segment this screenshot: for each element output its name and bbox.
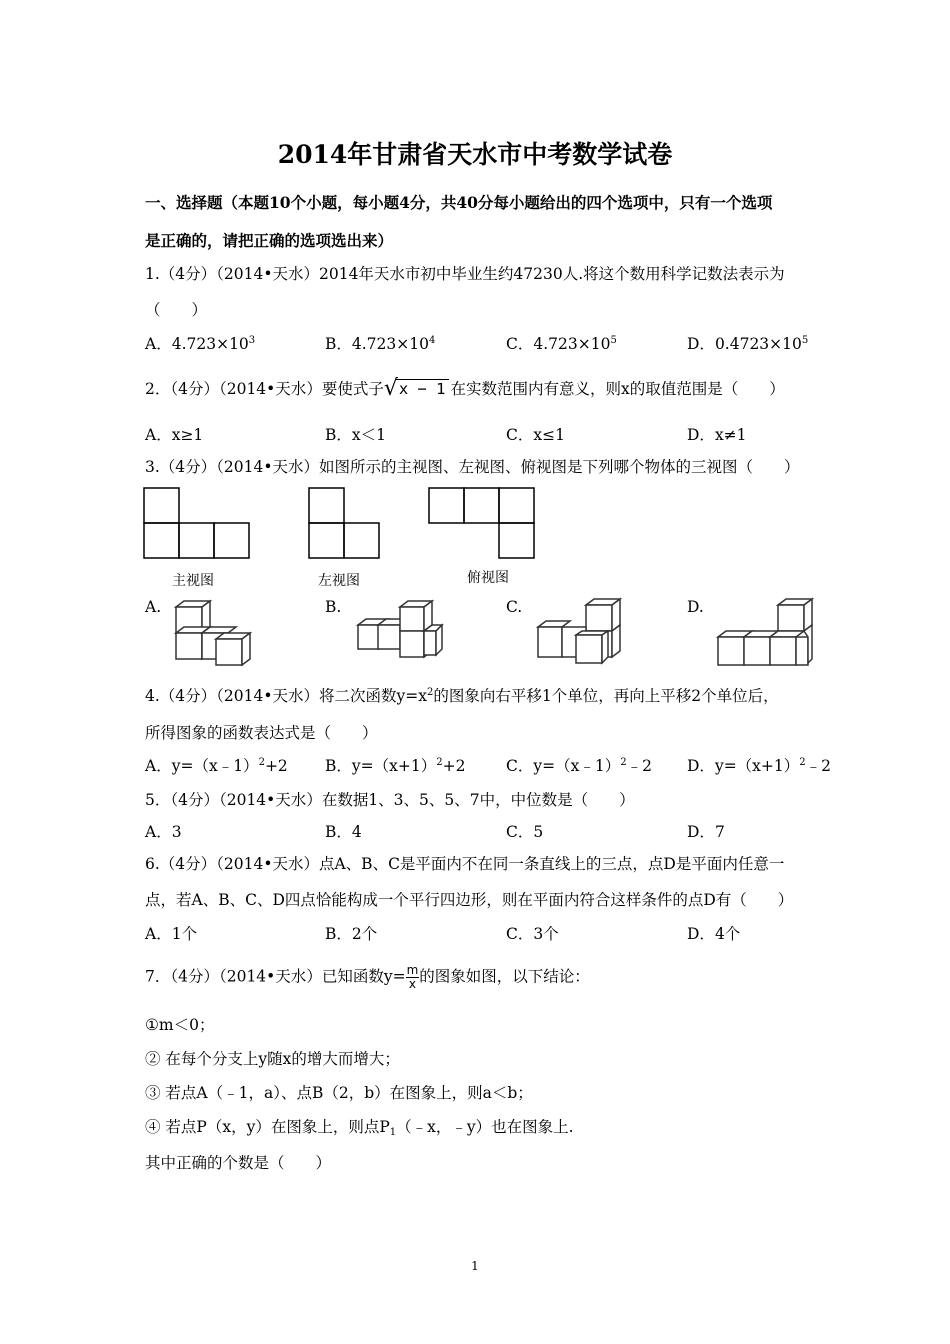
q4-option-c: C．y=（x﹣1）$^2$﹣2 xyxy=(506,757,652,775)
q6-option-c: C．3个 xyxy=(506,925,559,943)
q7-conclusion-4: ④ 若点P（x，y）在图象上，则点$P_1(﹣x$，﹣y）也在图象上. xyxy=(145,1118,574,1138)
q5-text: 5．（4分）（2014•天水）在数据1、3、5、5、7中，中位数是（ ） xyxy=(145,791,635,809)
q7-question: 其中正确的个数是（ ） xyxy=(145,1154,332,1172)
q5-option-a: A．3 xyxy=(145,823,182,841)
q4-option-a: A．y=（x﹣1）$^2$+2 xyxy=(145,757,288,775)
q7-conclusion-1: ①m＜0； xyxy=(145,1016,215,1034)
q1-option-b: B．$4.723\times 10^4$ xyxy=(325,335,436,353)
q3-option-d-solid xyxy=(712,597,822,667)
q4-text-line-2: 所得图象的函数表达式是（ ） xyxy=(145,724,378,742)
top-view-label: 俯视图 xyxy=(467,570,509,586)
q3-text: 3.（4分）（2014•天水）如图所示的主视图、左视图、俯视图是下列哪个物体的三视图（ ） xyxy=(145,458,800,476)
q4-text-line-1: 4.（4分）（2014•天水）将二次函数$y=x^2$的图象向右平移1个单位，再向上平移2个单位后， xyxy=(145,687,779,705)
q6-text-line-2: 点，若A、B、C、D四点恰能构成一个平行四边形，则在平面内符合这样条件的点D有（ ） xyxy=(145,891,794,909)
q1-option-d: D．$0.4723\times 10^5$ xyxy=(687,335,809,353)
top-view xyxy=(429,488,534,558)
q2-text: 2．（4分）（2014•天水）要使式子 √ x − 1 在实数范围内有意义，则x的取值范围是（ ） xyxy=(145,376,785,401)
q4-option-b: B．$y=(x+1)^2+2$ xyxy=(325,757,466,775)
q7-conclusion-2: ② 在每个分支上y随x的增大而增大； xyxy=(145,1050,400,1068)
q2-option-b: B．x＜1 xyxy=(325,426,386,444)
q2-option-c: C．x≤1 xyxy=(506,426,565,444)
q1-option-c: C．$4.723\times 10^5$ xyxy=(506,335,617,353)
page-number: 1 xyxy=(471,1259,479,1273)
section-heading-line-2: 是正确的，请把正确的选项选出来） xyxy=(145,231,394,250)
q5-option-b: B．4 xyxy=(325,823,362,841)
section-heading-line-1: 一、选择题（本题10个小题，每小题4分，共40分每小题给出的四个选项中，只有一个选项 xyxy=(145,193,773,212)
q1-text-line-2: （ ） xyxy=(145,301,208,319)
q6-option-b: B．2个 xyxy=(325,925,378,943)
q3-option-d-label: D. xyxy=(687,598,704,616)
three-views-figure xyxy=(140,484,560,564)
q1-option-a: A．$4.723\times 10^3$ xyxy=(145,335,256,353)
q2-option-a: A．x≥1 xyxy=(145,426,204,444)
q6-text-line-1: 6.（4分）（2014•天水）点A、B、C是平面内不在同一条直线上的三点，点D是平面内任意一 xyxy=(145,855,785,873)
q3-option-a-label: A. xyxy=(145,598,162,616)
q2-option-d: D．x≠1 xyxy=(687,426,747,444)
radical-icon: √ xyxy=(383,376,398,401)
q3-option-b-label: B. xyxy=(325,598,342,616)
q7-text: 7．（4分）（2014•天水）已知函数y= $\frac{m}{x}$ 的图象如图，以下结论： xyxy=(145,963,590,991)
sqrt-expression: √ x − 1 xyxy=(384,380,449,398)
page-title: 2014年甘肃省天水市中考数学试卷 xyxy=(277,140,673,169)
q3-option-c-label: C. xyxy=(506,598,523,616)
q7-conclusion-3: ③ 若点A（﹣1，a）、点B（2，b）在图象上，则a＜b； xyxy=(145,1084,533,1102)
left-view xyxy=(309,488,379,558)
q3-option-a-solid xyxy=(170,597,270,667)
q3-option-b-solid xyxy=(352,597,452,667)
q3-option-c-solid xyxy=(532,597,632,667)
q5-option-d: D．7 xyxy=(687,823,725,841)
q1-text-line-1: 1.（4分）（2014•天水）2014年天水市初中毕业生约47230人.将这个数用科学记数法表示为 xyxy=(145,265,785,283)
q6-option-d: D．4个 xyxy=(687,925,741,943)
front-view xyxy=(144,488,249,558)
q6-option-a: A．1个 xyxy=(145,925,198,943)
left-view-label: 左视图 xyxy=(318,573,360,589)
q5-option-c: C．5 xyxy=(506,823,544,841)
fraction-m-over-x: $\frac{m}{x}$ xyxy=(406,963,419,991)
q4-option-d: D．$y=(x+1)^2﹣2$ xyxy=(687,757,832,775)
front-view-label: 主视图 xyxy=(172,573,214,589)
